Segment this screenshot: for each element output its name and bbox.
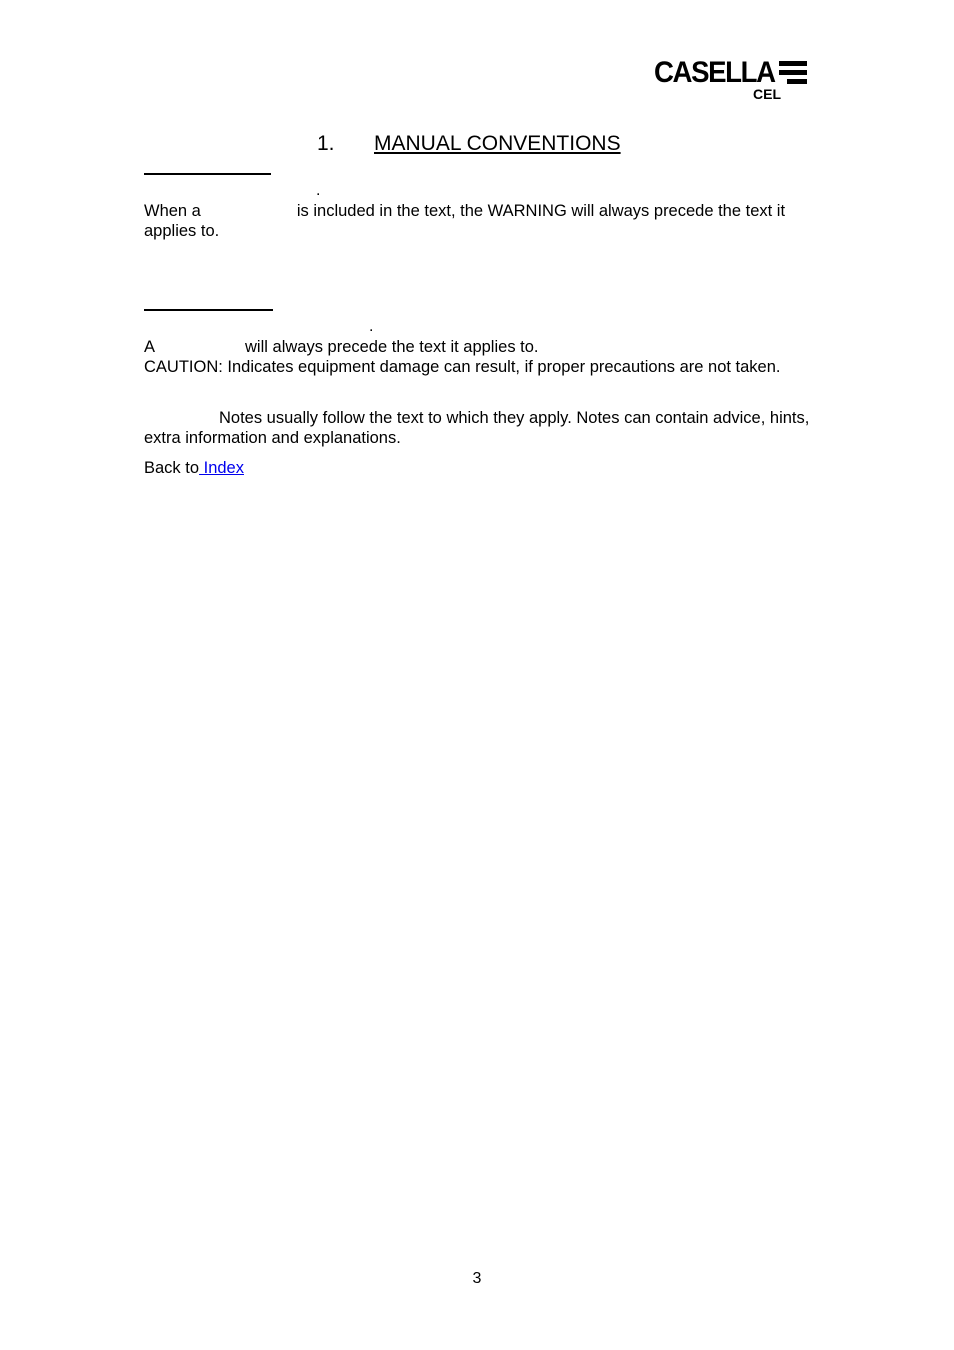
caution-definition: CAUTION: Indicates equipment damage can result, if proper precautions are not taken. bbox=[144, 358, 781, 376]
warning-paragraph bbox=[144, 201, 814, 241]
warning-dot: . bbox=[316, 182, 321, 199]
logo-bars-icon bbox=[779, 61, 807, 85]
caution-text-before: A bbox=[144, 338, 156, 356]
note-text: Notes usually follow the text to which they apply. Notes can contain advice, hints, extra information and explanations. bbox=[144, 409, 810, 447]
caution-rule bbox=[144, 309, 273, 311]
warning-text-before: When a bbox=[144, 202, 201, 220]
logo-wordmark: CASELLA bbox=[654, 56, 775, 89]
logo-subtitle: CEL bbox=[753, 86, 781, 102]
page-number: 3 bbox=[472, 1270, 482, 1287]
caution-paragraph bbox=[144, 337, 814, 357]
warning-text-after: is included in the text, the WARNING will always precede the text it applies to. bbox=[144, 202, 786, 240]
casella-logo bbox=[654, 56, 810, 104]
back-to-prefix: Back to bbox=[144, 459, 200, 477]
section-number: 1. bbox=[317, 132, 335, 155]
index-link[interactable]: Index bbox=[199, 459, 244, 477]
back-to-index bbox=[144, 458, 814, 478]
section-title: MANUAL CONVENTIONS bbox=[374, 132, 621, 155]
caution-text-after: will always precede the text it applies to. bbox=[245, 338, 539, 356]
caution-dot: . bbox=[369, 318, 374, 335]
note-paragraph bbox=[144, 408, 814, 448]
warning-rule bbox=[144, 173, 271, 175]
